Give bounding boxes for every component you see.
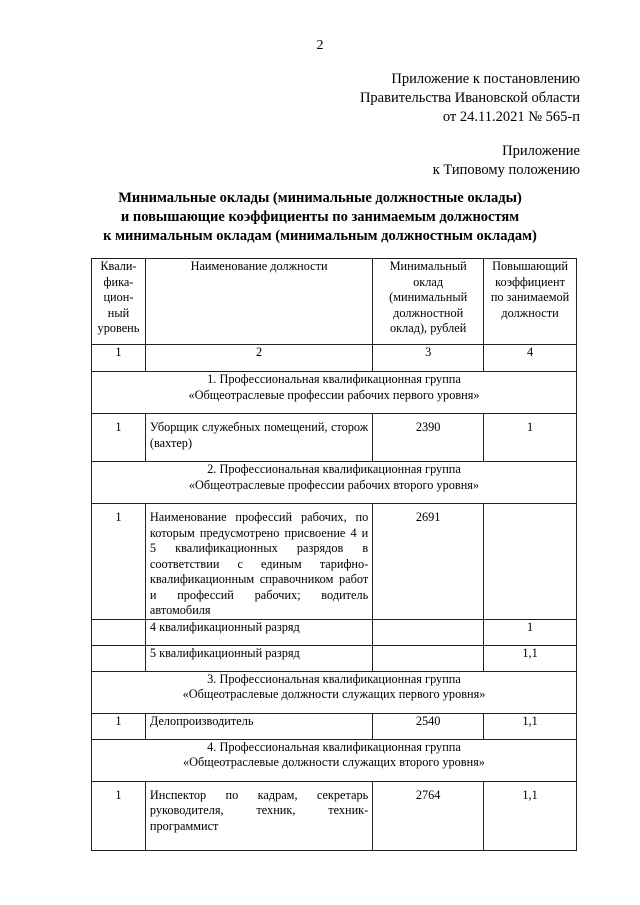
cell-salary: 2691	[373, 504, 484, 620]
cell-level: 1	[92, 504, 146, 620]
cell-position: 5 квалификационный разряд	[145, 645, 372, 671]
approval-block	[360, 70, 580, 127]
table-row	[92, 645, 577, 671]
cell-coefficient: 1	[484, 619, 577, 645]
table-row	[92, 781, 577, 850]
approval-line: от 24.11.2021 № 565-п	[442, 109, 580, 125]
cell-coefficient: 1,1	[484, 645, 577, 671]
cell-level	[92, 645, 146, 671]
appendix-line: Приложение	[502, 143, 580, 159]
cell-position: Уборщик служебных помещений, сторож (вахтер)	[145, 414, 372, 462]
column-number: 2	[145, 345, 372, 372]
group-title: 1. Профессиональная квалификационная группа «Общеотраслевые профессии рабочих первого уровня»	[92, 372, 577, 414]
page-number: 2	[316, 38, 324, 53]
approval-line: Приложение к постановлению	[391, 71, 580, 87]
approval-line: Правительства Ивановской области	[359, 90, 580, 106]
cell-salary	[373, 619, 484, 645]
group-header-row	[92, 372, 577, 414]
cell-position: Инспектор по кадрам, секретарь руководителя, техник, техник-программист	[145, 781, 372, 850]
group-header-row	[92, 671, 577, 713]
title-line: Минимальные оклады (минимальные должностные оклады)	[118, 190, 522, 206]
title-line: к минимальным окладам (минимальным должностным окладам)	[103, 228, 537, 244]
group-header-row	[92, 462, 577, 504]
cell-salary: 2764	[373, 781, 484, 850]
group-title: 4. Профессиональная квалификационная группа «Общеотраслевые должности служащих второго уровня»	[92, 739, 577, 781]
cell-coefficient	[484, 504, 577, 620]
cell-position: Делопроизводитель	[145, 713, 372, 739]
group-title: 3. Профессиональная квалификационная группа «Общеотраслевые должности служащих первого уровня»	[92, 671, 577, 713]
document-title	[60, 189, 580, 246]
table-row	[92, 504, 577, 620]
appendix-block	[433, 142, 580, 180]
cell-salary: 2540	[373, 713, 484, 739]
header-level: Квали- фика- цион- ный уровень	[92, 259, 146, 345]
cell-level: 1	[92, 713, 146, 739]
cell-coefficient: 1,1	[484, 781, 577, 850]
cell-coefficient: 1	[484, 414, 577, 462]
cell-salary	[373, 645, 484, 671]
header-salary: Минимальный оклад (минимальный должностной оклад), рублей	[373, 259, 484, 345]
table-row	[92, 713, 577, 739]
table-row	[92, 619, 577, 645]
header-coefficient: Повышающий коэффициент по занимаемой должности	[484, 259, 577, 345]
title-line: и повышающие коэффициенты по занимаемым должностям	[120, 209, 520, 225]
appendix-line: к Типовому положению	[432, 162, 580, 178]
cell-coefficient: 1,1	[484, 713, 577, 739]
cell-level: 1	[92, 781, 146, 850]
cell-level	[92, 619, 146, 645]
cell-salary: 2390	[373, 414, 484, 462]
table-row	[92, 414, 577, 462]
table-header-row	[92, 259, 577, 345]
cell-position: Наименование профессий рабочих, по которым предусмотрено присвоение 4 и 5 квалификационных разрядов в соответствии с единым тарифно-квалификационным справочником работ и профессий рабочих; водитель автомобиля	[145, 504, 372, 620]
column-number: 4	[484, 345, 577, 372]
header-position: Наименование должности	[145, 259, 372, 345]
group-header-row	[92, 739, 577, 781]
column-number: 3	[373, 345, 484, 372]
column-number: 1	[92, 345, 146, 372]
salary-table	[91, 258, 577, 851]
group-title: 2. Профессиональная квалификационная группа «Общеотраслевые профессии рабочих второго уровня»	[92, 462, 577, 504]
cell-position: 4 квалификационный разряд	[145, 619, 372, 645]
column-numbers-row	[92, 345, 577, 372]
cell-level: 1	[92, 414, 146, 462]
